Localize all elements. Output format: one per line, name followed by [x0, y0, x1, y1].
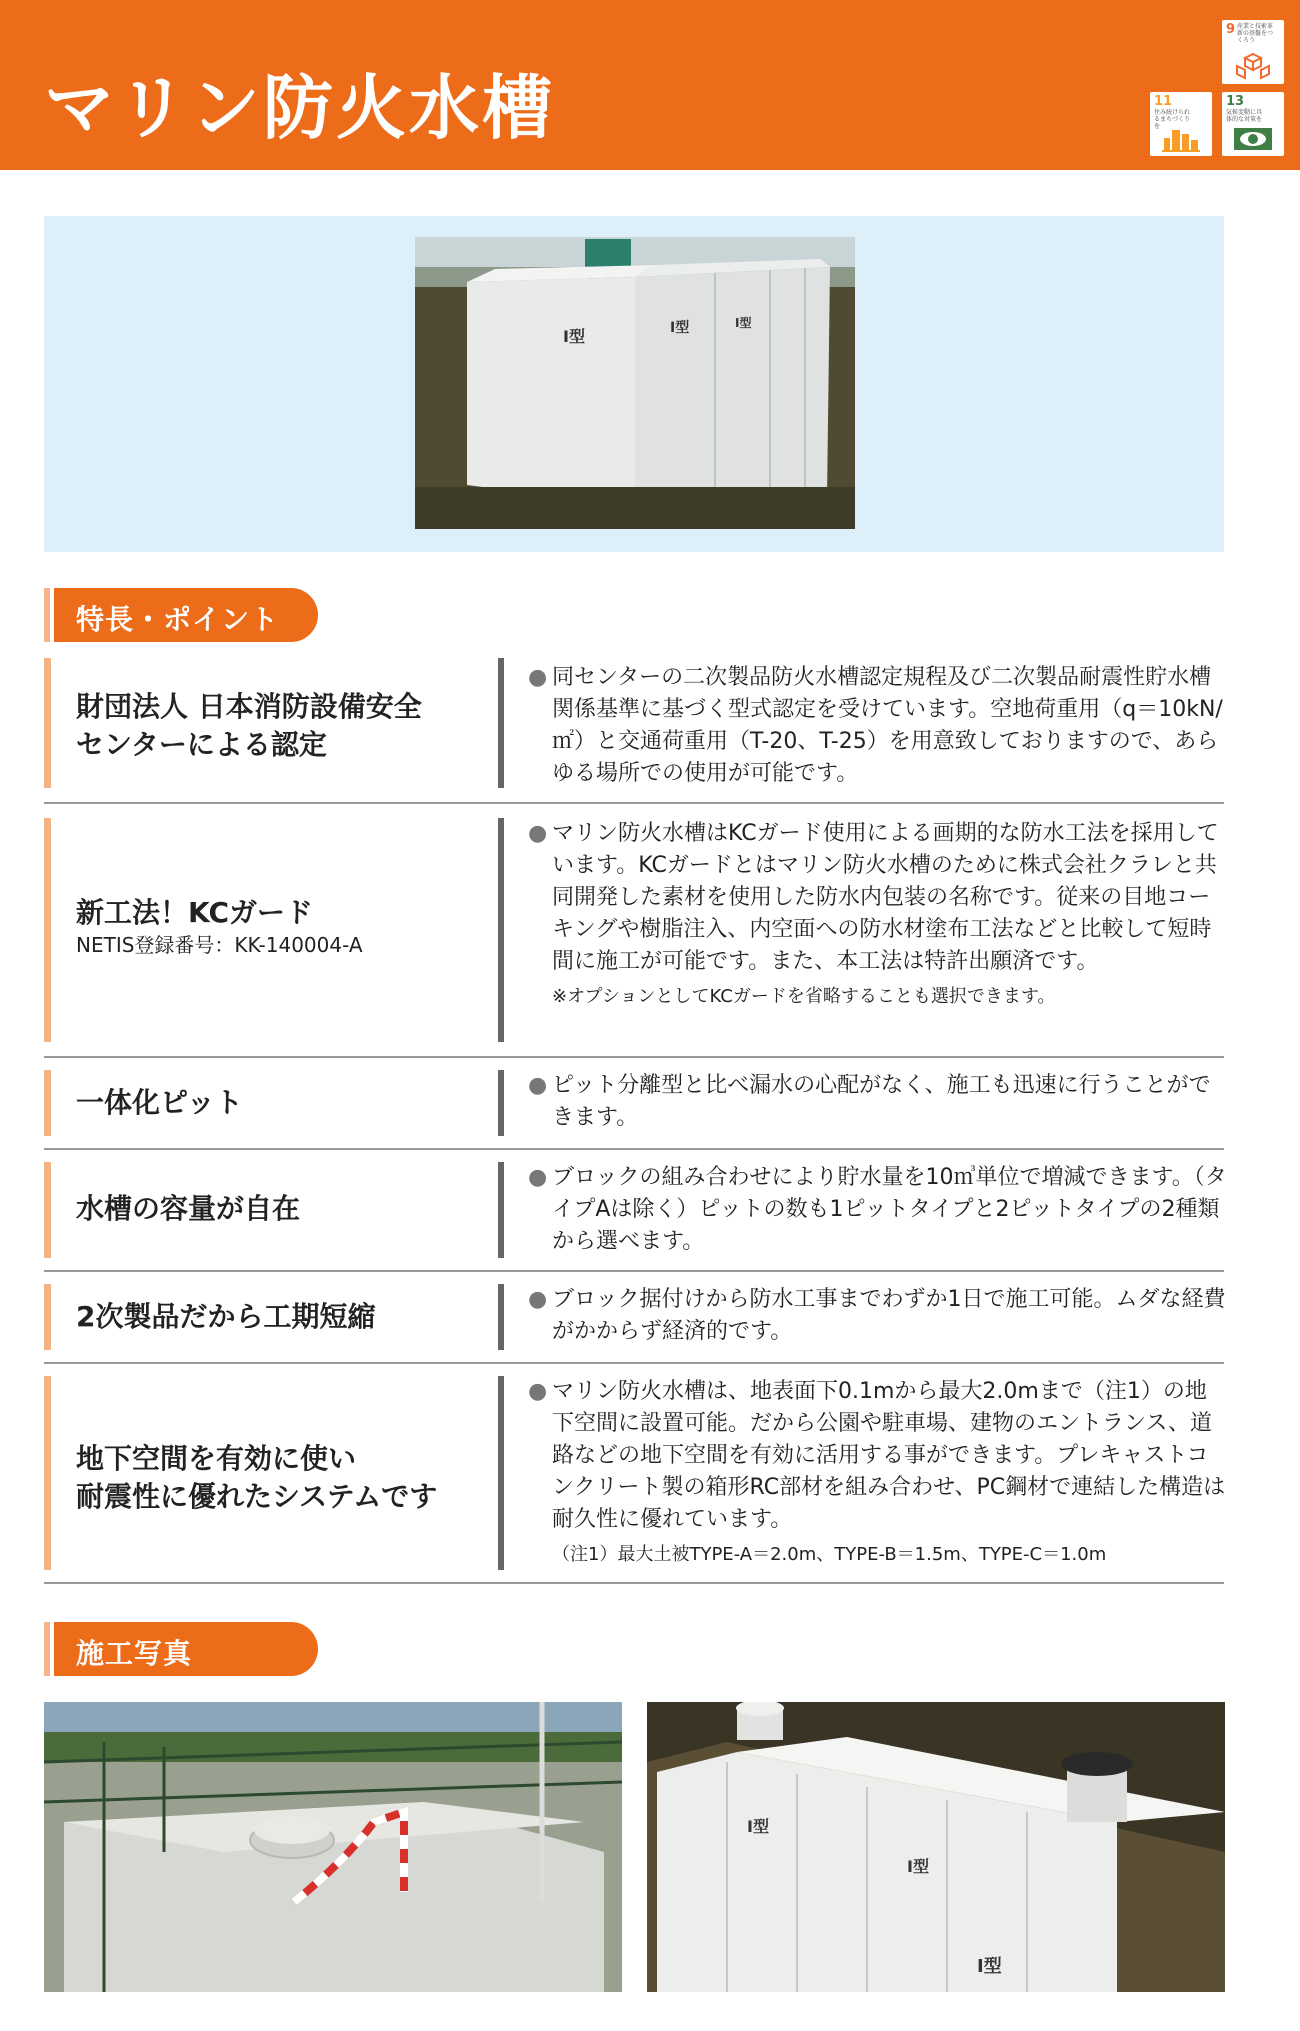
feature-row: [44, 818, 1224, 1042]
type-label-5: I型: [907, 1857, 929, 1876]
construction-photo-1: [44, 1702, 622, 1992]
feature-row: [44, 1070, 1224, 1136]
feature-note: （注1）最大土被TYPE-A＝2.0m、TYPE-B＝1.5m、TYPE-C＝1.0m: [552, 1544, 1107, 1565]
type-label-4: I型: [747, 1817, 769, 1836]
feature-description: ● ピット分離型と比べ漏水の心配がなく、施工も迅速に行うことができます。: [528, 1073, 1211, 1130]
divider: [44, 1148, 1224, 1150]
feature-description: ● ブロック据付けから防水工事までわずか1日で施工可能。ムダな経費がかからず経済的です。: [528, 1287, 1226, 1344]
feature-title: 地下空間を有効に使い 耐震性に優れたシステムです: [76, 1442, 438, 1513]
feature-title: 一体化ピット: [76, 1086, 243, 1119]
feature-row: [44, 1376, 1224, 1570]
page-title: マリン防火水槽: [44, 66, 555, 149]
construction-photo-2: [647, 1702, 1225, 1992]
type-label-2: I型: [670, 320, 690, 336]
feature-row: [44, 658, 1224, 788]
divider: [44, 1362, 1224, 1364]
sdgs-icons: [1136, 20, 1286, 160]
divider: [44, 802, 1224, 804]
feature-title: 2次製品だから工期短縮: [76, 1300, 376, 1333]
sdg-13-icon: 13気候変動に具体的な対策を: [1222, 92, 1284, 156]
feature-description: ● マリン防火水槽は、地表面下0.1mから最大2.0mまで（注1）の地下空間に設置可能。だから公園や駐車場、建物のエントランス、道路などの地下空間を有効に活用する事ができます。プレキャストコンクリート製の箱形RC部材を組み合わせ、PC鋼材で連結した構造は耐久性に優れています。 （注1）最大土被TYPE-A＝2.0m、TYPE-B＝1.5m、TYPE-C＝1.0m: [528, 1376, 1228, 1570]
netis-number: NETIS登録番号：KK-140004-A: [76, 933, 363, 957]
page-header: [0, 0, 1300, 170]
sdg-11-icon: 11住み続けられるまちづくりを: [1150, 92, 1212, 156]
feature-title: 新工法！KCガード NETIS登録番号：KK-140004-A: [76, 896, 363, 957]
feature-description: ● ブロックの組み合わせにより貯水量を10㎥単位で増減できます。（タイプAは除く）ピットの数も1ピットタイプと2ピットタイプの2種類から選べます。: [528, 1165, 1227, 1254]
feature-row: [44, 1284, 1224, 1350]
divider: [44, 1582, 1224, 1584]
feature-note: ※オプションとしてKCガードを省略することも選択できます。: [552, 986, 1056, 1007]
feature-description: ● マリン防火水槽はKCガード使用による画期的な防水工法を採用しています。KCガードとはマリン防火水槽のために株式会社クラレと共同開発した素材を使用した防水内包装の名称です。従来の目地コーキングや樹脂注入、内空面への防水材塗布工法などと比較して短時間に施工が可能です。また、本工法は特許出願済です。 ※オプションとしてKCガードを省略することも選択できます。: [528, 818, 1228, 1012]
feature-row: [44, 1162, 1227, 1258]
feature-title: 財団法人 日本消防設備安全 センターによる認定: [76, 690, 422, 761]
section-heading-construction-photo: 施工写真: [44, 1622, 318, 1676]
product-photo: [415, 237, 855, 529]
type-label-3: I型: [735, 316, 752, 330]
tank-image: [415, 237, 855, 529]
type-label-6: I型: [977, 1956, 1002, 1977]
divider: [44, 1270, 1224, 1272]
sdg-9-icon: 9 産業と技術革新の基盤をつくろう: [1222, 20, 1284, 84]
section-heading-features: 特長・ポイント: [44, 588, 318, 642]
divider: [44, 1056, 1224, 1058]
feature-title: 水槽の容量が自在: [76, 1192, 301, 1225]
type-label-1: I型: [563, 327, 585, 346]
feature-description: ● 同センターの二次製品防火水槽認定規程及び二次製品耐震性貯水槽関係基準に基づく型式認定を受けています。空地荷重用（q＝10kN/㎡）と交通荷重用（T-20、T-25）を用意致しておりますので、あらゆる場所での使用が可能です。: [528, 665, 1223, 786]
